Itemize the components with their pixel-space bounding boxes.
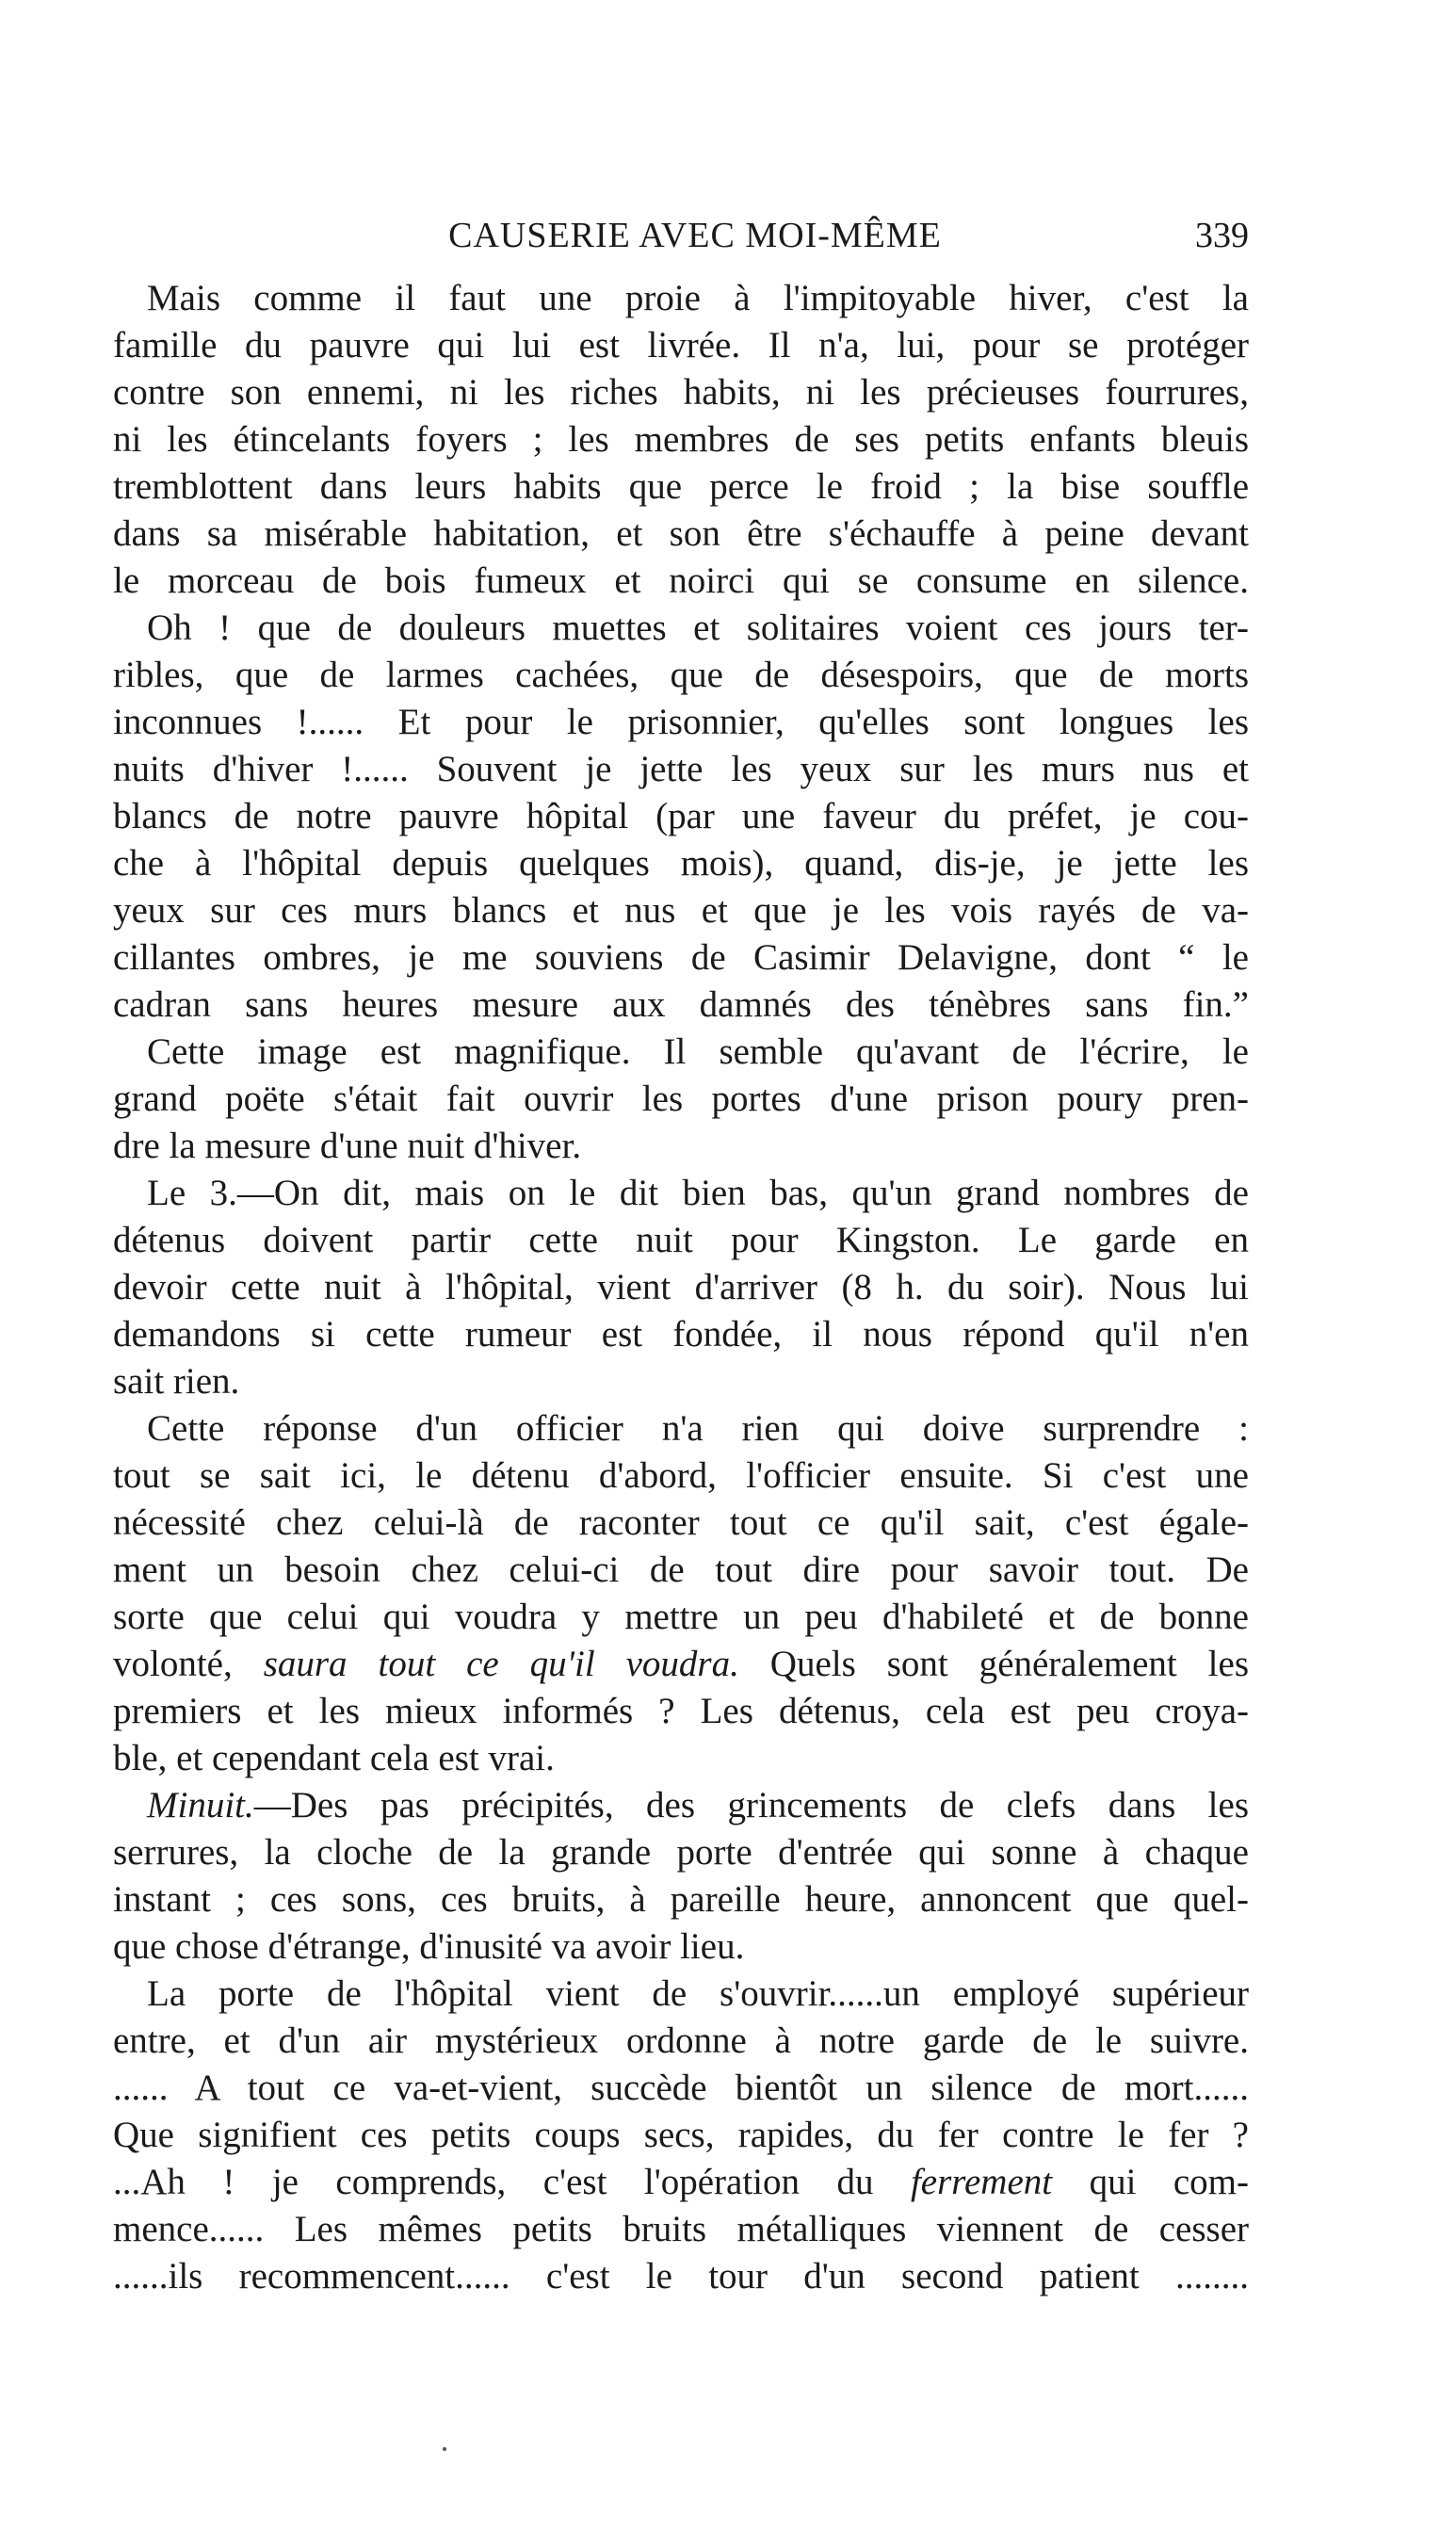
running-title: CAUSERIE AVEC MOI-MÊME [448,216,942,255]
text-line [113,1547,1249,1594]
text-line [113,652,1249,699]
text-line [113,1358,1249,1405]
line-text: ble, et cependant cela est vrai. [113,1738,555,1778]
paragraph [113,1405,1249,1782]
line-text: instant ; ces sons, ces bruits, à pareille heure, annoncent que quel- [113,1879,1249,1920]
line-text: Mais comme il faut une proie à l'impitoyable hiver, c'est la [147,278,1249,318]
line-text: Oh ! que de douleurs muettes et solitaires voient ces jours ter- [147,608,1249,648]
text-line [113,2065,1249,2112]
text-line [113,1264,1249,1311]
line-text: La porte de l'hôpital vient de s'ouvrir......un employé supérieur [147,1973,1249,2014]
text-line [113,1405,1249,1452]
line-text: nécessité chez celui-là de raconter tout ce qu'il sait, c'est égale- [113,1502,1249,1543]
text-line [113,2253,1249,2300]
italic-text: saura tout ce qu'il voudra. [263,1644,739,1684]
line-text: Cette réponse d'un officier n'a rien qui doive surprendre : [147,1408,1249,1449]
line-text: nuits d'hiver !...... Souvent je jette les yeux sur les murs nus et [113,749,1249,789]
line-text: demandons si cette rumeur est fondée, il nous répond qu'il n'en [113,1314,1249,1355]
line-text: entre, et d'un air mystérieux ordonne à notre garde de le suivre. [113,2020,1249,2061]
running-head [141,215,1249,262]
text-line [113,416,1249,463]
text-line [113,1829,1249,1876]
text-line [113,1170,1249,1217]
line-text: blancs de notre pauvre hôpital (par une faveur du préfet, je cou- [113,796,1249,836]
text-line [113,793,1249,840]
line-text: ......ils recommencent...... c'est le tour d'un second patient ........ [113,2256,1249,2296]
text-line [113,2206,1249,2253]
line-text: inconnues !...... Et pour le prisonnier, qu'elles sont longues les [113,702,1249,742]
text-line [113,746,1249,793]
text-line [113,699,1249,746]
text-line [113,1594,1249,1641]
line-text: Cette image est magnifique. Il semble qu'avant de l'écrire, le [147,1031,1249,1072]
print-speck [443,2447,446,2451]
line-text: —Des pas précipités, des grincements de clefs dans les [253,1785,1249,1825]
line-text: cillantes ombres, je me souviens de Casimir Delavigne, dont “ le [113,937,1249,978]
line-text: ...... A tout ce va-et-vient, succède bientôt un silence de mort...... [113,2068,1249,2108]
text-line [113,511,1249,558]
paragraph [113,275,1249,605]
line-text: famille du pauvre qui lui est livrée. Il n'a, lui, pour se protéger [113,325,1249,365]
line-text: que chose d'étrange, d'inusité va avoir lieu. [113,1926,745,1967]
text-line [113,1688,1249,1735]
text-line [113,2159,1249,2206]
line-text: ment un besoin chez celui-ci de tout dire pour savoir tout. De [113,1549,1249,1590]
text-line [113,322,1249,369]
line-text: tremblottent dans leurs habits que perce le froid ; la bise souffle [113,466,1249,507]
line-text: mence...... Les mêmes petits bruits métalliques viennent de cesser [113,2209,1249,2249]
line-text: qui com- [1052,2162,1250,2202]
text-line [113,275,1249,322]
text-line [113,605,1249,652]
line-text: ...Ah ! je comprends, c'est l'opération du [113,2162,911,2202]
line-text: ribles, que de larmes cachées, que de désespoirs, que de morts [113,655,1249,695]
text-line [113,1452,1249,1500]
body-text [113,275,1249,2300]
line-text: ni les étincelants foyers ; les membres de ses petits enfants bleuis [113,419,1249,460]
line-text: Le 3.—On dit, mais on le dit bien bas, qu'un grand nombres de [147,1173,1249,1213]
line-text: tout se sait ici, le détenu d'abord, l'officier ensuite. Si c'est une [113,1455,1249,1496]
text-line [113,558,1249,605]
text-line [113,934,1249,981]
line-text: devoir cette nuit à l'hôpital, vient d'arriver (8 h. du soir). Nous lui [113,1267,1249,1307]
paragraph [113,1971,1249,2300]
line-text: che à l'hôpital depuis quelques mois), quand, dis-je, je jette les [113,843,1249,884]
line-text: grand poëte s'était fait ouvrir les portes d'une prison poury pren- [113,1079,1249,1119]
line-text: sorte que celui qui voudra y mettre un peu d'habileté et de bonne [113,1597,1249,1637]
text-line [113,1217,1249,1264]
text-line [113,1923,1249,1971]
paragraph [113,605,1249,1029]
text-line [113,2112,1249,2159]
page-number: 339 [1195,216,1249,255]
italic-text: ferrement [910,2162,1053,2202]
text-line [113,1735,1249,1782]
text-line [113,887,1249,934]
text-line [113,1876,1249,1923]
paragraph [113,1170,1249,1405]
text-line [113,369,1249,416]
paragraph [113,1782,1249,1971]
line-text: détenus doivent partir cette nuit pour Kingston. Le garde en [113,1220,1249,1260]
line-text: dans sa misérable habitation, et son être s'échauffe à peine devant [113,513,1249,554]
paragraph [113,1029,1249,1170]
text-line [113,2018,1249,2065]
text-line [113,1311,1249,1358]
text-line [113,1029,1249,1076]
text-line [113,1971,1249,2018]
line-text: serrures, la cloche de la grande porte d'entrée qui sonne à chaque [113,1832,1249,1873]
text-line [113,1500,1249,1547]
line-text: Quels sont généralement les [738,1644,1249,1684]
text-line [113,1782,1249,1829]
line-text: yeux sur ces murs blancs et nus et que je les vois rayés de va- [113,890,1249,931]
line-text: volonté, [113,1644,264,1684]
line-text: sait rien. [113,1361,240,1402]
text-line [113,463,1249,511]
line-text: Que signifient ces petits coups secs, rapides, du fer contre le fer ? [113,2115,1249,2155]
line-text: dre la mesure d'une nuit d'hiver. [113,1126,582,1166]
line-text: premiers et les mieux informés ? Les détenus, cela est peu croya- [113,1691,1249,1731]
line-text: cadran sans heures mesure aux damnés des ténèbres sans fin.” [113,984,1249,1025]
text-line [113,1641,1249,1688]
text-line [113,840,1249,887]
text-line [113,1123,1249,1170]
italic-text: Minuit. [147,1785,254,1825]
text-line [113,981,1249,1029]
text-line [113,1076,1249,1123]
line-text: contre son ennemi, ni les riches habits, ni les précieuses fourrures, [113,372,1249,413]
line-text: le morceau de bois fumeux et noirci qui se consume en silence. [113,560,1249,601]
